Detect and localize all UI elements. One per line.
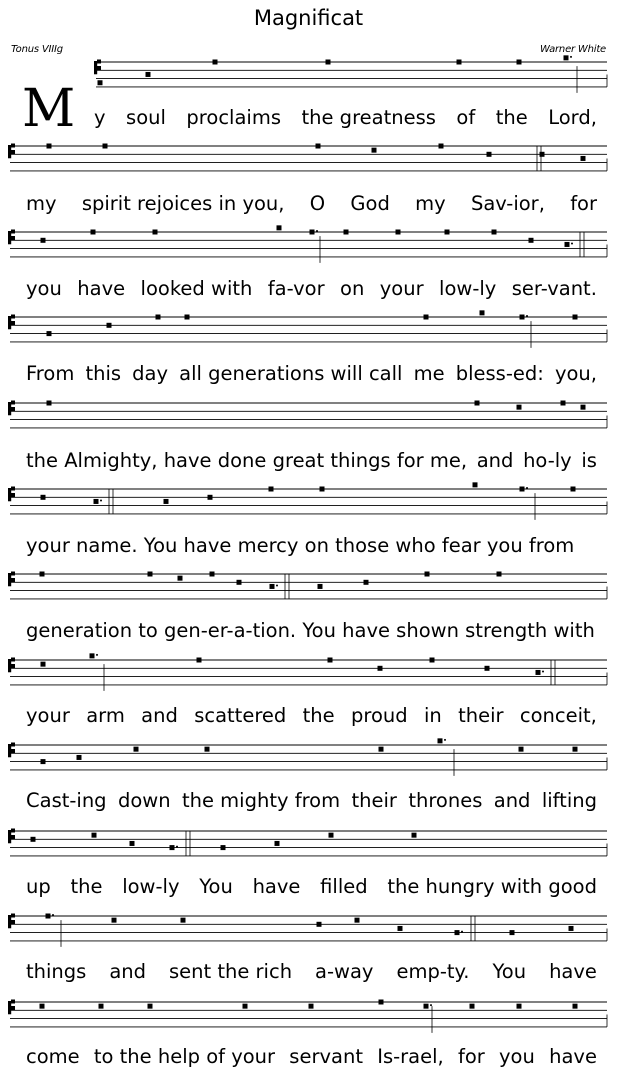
dot-mark [316, 230, 318, 232]
staff-lines [10, 660, 607, 685]
neume-note [146, 72, 151, 77]
lyric-syllable: the Almighty, have done great things for me, [26, 449, 468, 472]
neume-note [90, 653, 95, 658]
lyric-syllable: the [495, 106, 528, 129]
lyric-syllable: ser-vant. [511, 277, 597, 300]
lyric-syllable: have [549, 1045, 597, 1068]
lyric-syllable: arm [86, 704, 125, 727]
lyric-line-1 [94, 106, 597, 129]
neume-note [424, 315, 429, 320]
neume-note [92, 833, 97, 838]
lyric-syllable: have [549, 960, 597, 983]
staff-4 [0, 313, 617, 353]
neume-note [520, 487, 525, 492]
lyric-syllable: is [581, 449, 597, 472]
staff-lines [10, 489, 607, 514]
neume-note [520, 315, 525, 320]
neume-note [569, 926, 574, 931]
lyric-syllable: their [458, 704, 504, 727]
dot-mark [444, 739, 446, 741]
lyric-line-8 [26, 704, 597, 727]
neume-note [112, 918, 117, 923]
lyric-syllable: in [423, 704, 442, 727]
neume-note [316, 144, 321, 149]
lyric-syllable: O [309, 192, 326, 215]
neume-note [497, 572, 502, 577]
neume-note [148, 572, 153, 577]
neume-note [398, 926, 403, 931]
neume-note [107, 323, 112, 328]
dot-mark [96, 654, 98, 656]
neume-note [581, 405, 586, 410]
lyric-syllable: thrones [408, 789, 483, 812]
neume-note [329, 833, 334, 838]
neume-note [40, 1004, 45, 1009]
lyric-syllable: looked with [140, 277, 253, 300]
dot-mark [542, 670, 544, 672]
neume-note [134, 747, 139, 752]
neume-note [540, 152, 545, 157]
neume-note [221, 845, 226, 850]
lyric-line-6 [26, 534, 597, 557]
neume-note [317, 922, 322, 927]
lyric-syllable: fa-vor [267, 277, 325, 300]
lyric-syllable: bless-ed: [455, 362, 544, 385]
neume-note [480, 310, 485, 315]
neume-note [379, 1000, 384, 1005]
lyric-syllable: the hungry with good [387, 875, 597, 898]
lyric-line-7 [26, 619, 597, 642]
c-clef-icon [8, 401, 15, 416]
neume-note [519, 747, 524, 752]
neume-note [205, 747, 210, 752]
neume-note [98, 80, 103, 85]
neume-note [270, 584, 275, 589]
staff-7 [0, 570, 617, 610]
initial-capital: M [22, 79, 76, 139]
neume-note [487, 152, 492, 157]
neume-note [46, 914, 51, 919]
neume-note [310, 230, 315, 235]
neume-note [372, 148, 377, 153]
dot-mark [571, 242, 573, 244]
staff-lines [10, 317, 607, 342]
neume-note [536, 670, 541, 675]
dot-mark [100, 499, 102, 501]
lyric-syllable: up [26, 875, 51, 898]
staff-lines [10, 831, 607, 856]
neume-note [457, 60, 462, 65]
lyric-syllable: generation to gen-er-a-tion. You have shown strength with [26, 619, 595, 642]
neume-note [438, 738, 443, 743]
lyric-syllable: emp-ty. [396, 960, 470, 983]
neume-note [425, 572, 430, 577]
neume-note [277, 225, 282, 230]
neume-note [573, 1004, 578, 1009]
neume-note [47, 401, 52, 406]
neume-note [40, 572, 45, 577]
lyric-syllable: God [350, 192, 390, 215]
lyric-syllable: your [26, 704, 70, 727]
staff-6 [0, 485, 617, 525]
neume-note [517, 405, 522, 410]
lyric-syllable: you [26, 277, 62, 300]
composer-credit: Warner White [539, 44, 606, 55]
lyric-line-4 [26, 362, 597, 385]
staff-10 [0, 827, 617, 867]
neume-note [77, 755, 82, 760]
lyric-line-10 [26, 875, 597, 898]
lyric-syllable: the [70, 875, 103, 898]
staff-8 [0, 656, 617, 696]
lyric-syllable: Is-rael, [377, 1045, 444, 1068]
mode-label: Tonus VIIIg [11, 44, 63, 55]
neume-note [164, 499, 169, 504]
staff-2 [0, 142, 617, 182]
neume-note [396, 230, 401, 235]
neume-note [275, 841, 280, 846]
lyric-syllable: and [493, 789, 531, 812]
neume-note [378, 666, 383, 671]
lyric-syllable: spirit rejoices in you, [81, 192, 285, 215]
lyric-syllable: you [499, 1045, 535, 1068]
lyric-syllable: and [476, 449, 514, 472]
neume-note [31, 837, 36, 842]
lyric-line-12 [26, 1045, 597, 1068]
neume-note [517, 1004, 522, 1009]
neume-note [364, 580, 369, 585]
neume-note [41, 495, 46, 500]
c-clef-icon [8, 1000, 15, 1015]
lyric-syllable: low-ly [122, 875, 180, 898]
lyric-syllable: y [94, 106, 106, 129]
lyric-syllable: sent the rich [168, 960, 293, 983]
neume-note [573, 315, 578, 320]
neume-note [485, 666, 490, 671]
neume-note [470, 1004, 475, 1009]
dot-mark [526, 487, 528, 489]
staff-lines [10, 916, 607, 941]
neume-note [517, 60, 522, 65]
lyric-syllable: all generations will call [179, 362, 403, 385]
lyric-syllable: day [132, 362, 169, 385]
lyric-syllable: my [415, 192, 446, 215]
lyric-syllable: You [492, 960, 527, 983]
dot-mark [430, 1004, 432, 1006]
neume-note [318, 584, 323, 589]
staff-11 [0, 912, 617, 952]
lyric-syllable: proud [351, 704, 408, 727]
c-clef-icon [94, 60, 101, 75]
lyric-line-11 [26, 960, 597, 983]
lyric-line-2 [26, 192, 597, 215]
lyric-syllable: Lord, [548, 106, 597, 129]
neume-note [571, 487, 576, 492]
lyric-syllable: your name. You have mercy on those who fear you from [26, 534, 575, 557]
neume-note [492, 230, 497, 235]
c-clef-icon [8, 914, 15, 929]
lyric-syllable: servant [289, 1045, 363, 1068]
lyric-syllable: lifting [541, 789, 597, 812]
lyric-line-3 [26, 277, 597, 300]
dot-mark [570, 56, 572, 58]
neume-note [326, 60, 331, 65]
lyric-syllable: filled [320, 875, 368, 898]
lyric-syllable: you, [554, 362, 597, 385]
staff-1 [0, 58, 617, 98]
neume-note [41, 238, 46, 243]
neume-note [213, 60, 218, 65]
dot-mark [526, 315, 528, 317]
c-clef-icon [8, 743, 15, 758]
lyric-syllable: proclaims [186, 106, 281, 129]
lyric-syllable: for [570, 192, 597, 215]
staff-12 [0, 998, 617, 1038]
neume-note [455, 930, 460, 935]
neume-note [181, 918, 186, 923]
c-clef-icon [8, 829, 15, 844]
neume-note [475, 401, 480, 406]
staff-5 [0, 399, 617, 439]
neume-note [510, 930, 515, 935]
neume-note [561, 401, 566, 406]
lyric-syllable: to the help of your [93, 1045, 276, 1068]
lyric-syllable: ho-ly [523, 449, 572, 472]
neume-note [103, 144, 108, 149]
c-clef-icon [8, 572, 15, 587]
staff-lines [10, 745, 607, 770]
lyric-syllable: You [199, 875, 233, 898]
neume-note [210, 572, 215, 577]
neume-note [565, 242, 570, 247]
neume-note [47, 331, 52, 336]
neume-note [148, 1004, 153, 1009]
lyric-syllable: a-way [315, 960, 374, 983]
neume-note [41, 759, 46, 764]
neume-note [178, 576, 183, 581]
staff-9 [0, 741, 617, 781]
neume-note [344, 230, 349, 235]
staff-lines [10, 146, 607, 171]
staff-3 [0, 228, 617, 268]
lyric-line-5 [26, 449, 597, 472]
neume-note [439, 144, 444, 149]
lyric-syllable: have [252, 875, 301, 898]
neume-note [309, 1004, 314, 1009]
lyric-syllable: From [26, 362, 75, 385]
dot-mark [276, 584, 278, 586]
neume-note [320, 487, 325, 492]
c-clef-icon [8, 658, 15, 673]
lyric-syllable: Cast-ing [26, 789, 107, 812]
neume-note [529, 238, 534, 243]
lyric-syllable: for [457, 1045, 485, 1068]
neume-note [237, 580, 242, 585]
neume-note [91, 230, 96, 235]
staff-lines [10, 232, 607, 257]
dot-mark [52, 914, 54, 916]
lyric-syllable: Sav-ior, [470, 192, 545, 215]
lyric-syllable: me [413, 362, 445, 385]
lyric-syllable: conceit, [519, 704, 597, 727]
neume-note [170, 845, 175, 850]
neume-note [208, 495, 213, 500]
neume-note [564, 55, 569, 60]
lyric-syllable: low-ly [439, 277, 497, 300]
staff-lines [96, 62, 607, 87]
neume-note [153, 230, 158, 235]
lyric-syllable: soul [126, 106, 166, 129]
lyric-syllable: their [351, 789, 397, 812]
c-clef-icon [8, 144, 15, 159]
neume-note [41, 662, 46, 667]
dot-mark [461, 931, 463, 933]
neume-note [156, 315, 161, 320]
neume-note [424, 1004, 429, 1009]
neume-note [581, 156, 586, 161]
neume-note [430, 658, 435, 663]
neume-note [197, 658, 202, 663]
neume-note [328, 658, 333, 663]
lyric-line-9 [26, 789, 597, 812]
c-clef-icon [8, 487, 15, 502]
lyric-syllable: and [109, 960, 146, 983]
c-clef-icon [8, 315, 15, 330]
neume-note [355, 918, 360, 923]
neume-note [47, 144, 52, 149]
lyric-syllable: the greatness [301, 106, 436, 129]
neume-note [379, 747, 384, 752]
neume-note [99, 1004, 104, 1009]
lyric-syllable: things [26, 960, 87, 983]
staff-lines [10, 574, 607, 599]
lyric-syllable: down [117, 789, 171, 812]
neume-note [473, 482, 478, 487]
neume-note [573, 747, 578, 752]
lyric-syllable: have [77, 277, 126, 300]
lyric-syllable: the [302, 704, 335, 727]
lyric-syllable: the mighty from [181, 789, 341, 812]
neume-note [130, 841, 135, 846]
neume-note [185, 315, 190, 320]
lyric-syllable: my [26, 192, 57, 215]
c-clef-icon [8, 230, 15, 245]
lyric-syllable: scattered [194, 704, 287, 727]
lyric-syllable: of [456, 106, 476, 129]
lyric-syllable: this [85, 362, 122, 385]
neume-note [243, 1004, 248, 1009]
neume-note [269, 487, 274, 492]
lyric-syllable: and [141, 704, 178, 727]
neume-note [412, 833, 417, 838]
lyric-syllable: on [340, 277, 365, 300]
neume-note [445, 230, 450, 235]
lyric-syllable: come [26, 1045, 80, 1068]
page-title: Magnificat [253, 6, 364, 30]
dot-mark [176, 846, 178, 848]
neume-note [94, 499, 99, 504]
lyric-syllable: your [379, 277, 424, 300]
